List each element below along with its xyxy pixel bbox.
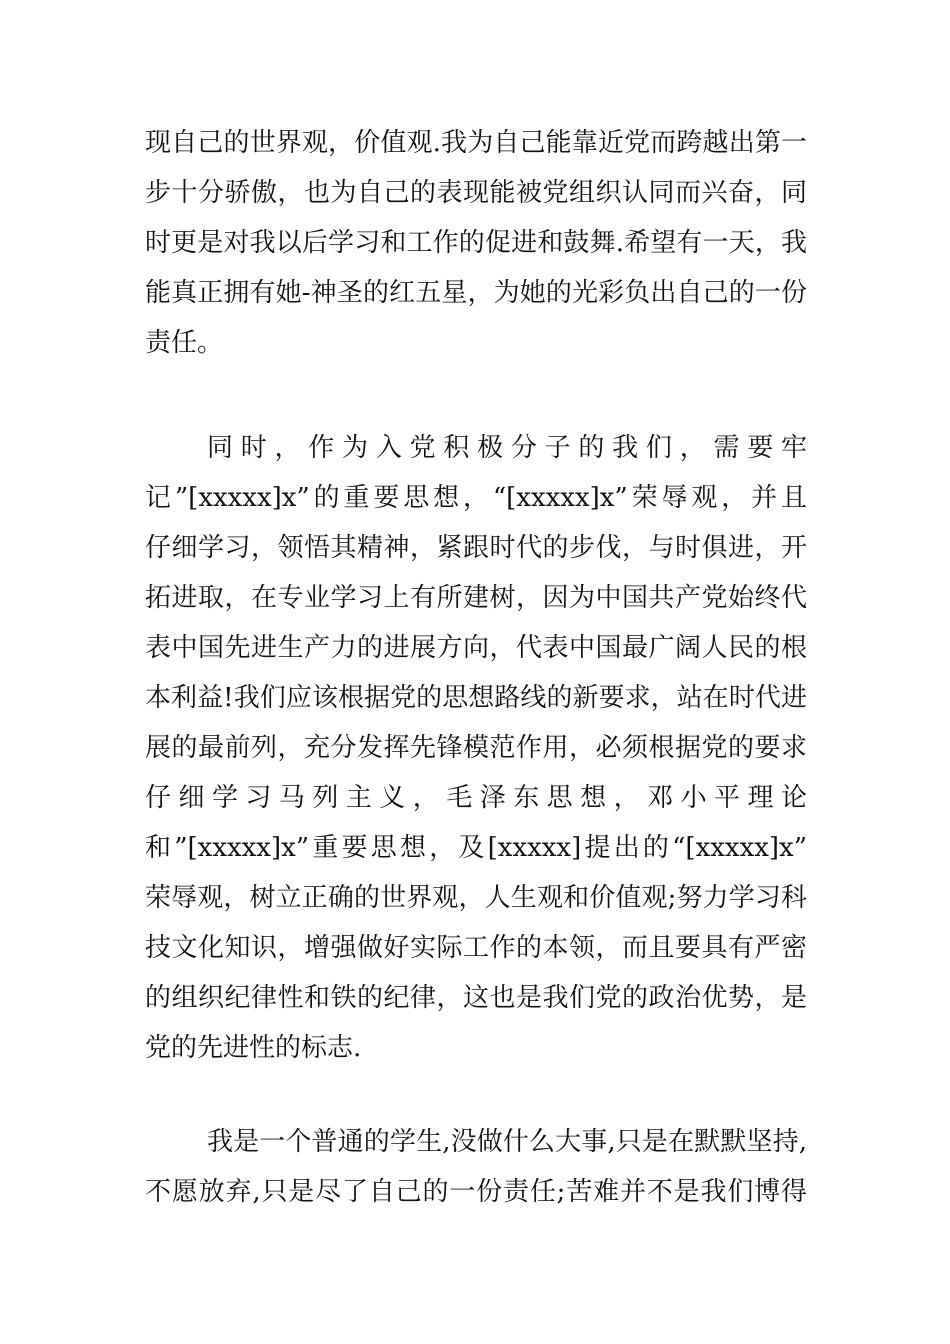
text-line: 技文化知识，增强做好实际工作的本领，而且要具有严密 — [145, 933, 807, 963]
text-line: 荣辱观，树立正确的世界观，人生观和价值观;努力学习科 — [145, 883, 807, 913]
text-line: 现自己的世界观，价值观.我为自己能靠近党而跨越出第一 — [145, 128, 807, 158]
text-line: 步十分骄傲，也为自己的表现能被党组织认同而兴奋，同 — [145, 178, 807, 208]
text-line: 仔细学习，领悟其精神，紧跟时代的步伐，与时俱进，开 — [145, 533, 807, 563]
text-line: 仔细学习马列主义，毛泽东思想，邓小平理论 — [145, 783, 807, 813]
paragraph-3 — [145, 1117, 807, 1217]
text-line: 表中国先进生产力的进展方向，代表中国最广阔人民的根 — [145, 633, 807, 663]
text-line: 责任。 — [145, 328, 224, 358]
text-line: 能真正拥有她-神圣的红五星，为她的光彩负出自己的一份 — [145, 278, 807, 308]
text-line: 时更是对我以后学习和工作的促进和鼓舞.希望有一天，我 — [145, 228, 807, 258]
text-line: 展的最前列，充分发挥先锋模范作用，必须根据党的要求 — [145, 733, 807, 763]
text-line: 的组织纪律性和铁的纪律，这也是我们党的政治优势，是 — [145, 983, 807, 1013]
paragraph-2 — [145, 423, 807, 1073]
text-line: 记”[xxxxx]x”的重要思想，“[xxxxx]x”荣辱观，并且 — [145, 483, 807, 513]
text-line: 同时，作为入党积极分子的我们，需要牢 — [207, 433, 807, 463]
text-line: 本利益!我们应该根据党的思想路线的新要求，站在时代进 — [145, 683, 807, 713]
text-line: 党的先进性的标志. — [145, 1033, 362, 1063]
text-line: 不愿放弃,只是尽了自己的一份责任;苦难并不是我们博得 — [145, 1177, 807, 1207]
paragraph-1 — [145, 118, 807, 368]
text-line: 和”[xxxxx]x”重要思想，及[xxxxx]提出的“[xxxxx]x” — [145, 833, 807, 863]
text-line: 拓进取，在专业学习上有所建树，因为中国共产党始终代 — [145, 583, 807, 613]
text-line: 我是一个普通的学生,没做什么大事,只是在默默坚持, — [207, 1127, 807, 1157]
